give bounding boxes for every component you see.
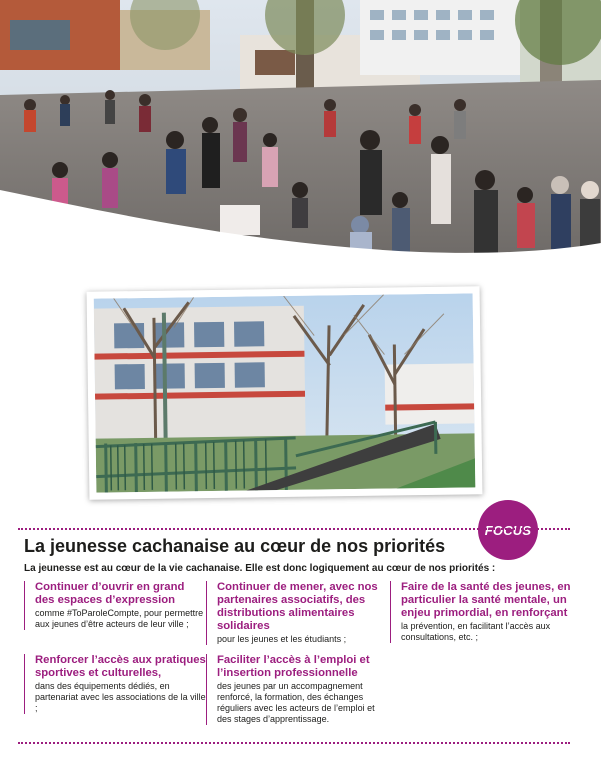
priority-body: comme #ToParoleCompte, pour permettre aux jeunes d’être acteurs de leur ville ; bbox=[35, 608, 204, 629]
dotted-divider-top bbox=[18, 528, 570, 530]
section-intro: La jeunesse est au cœur de la vie cachanaise. Elle est donc logiquement au cœur de nos priorités : bbox=[24, 563, 496, 574]
priority-item bbox=[390, 581, 580, 643]
dotted-divider-bottom bbox=[18, 742, 570, 744]
priority-heading: Continuer de mener, avec nos partenaires associatifs, des distributions alimentaires solidaires bbox=[217, 581, 378, 632]
schoolyard-photo bbox=[0, 0, 601, 262]
priority-item bbox=[24, 581, 206, 630]
priority-heading: Faire de la santé des jeunes, en particulier la santé mentale, un enjeu primordial, en renforçant bbox=[401, 581, 571, 619]
priority-body: la prévention, en facilitant l’accès aux consultations, etc. ; bbox=[401, 621, 551, 642]
priority-body: pour les jeunes et les étudiants ; bbox=[217, 634, 347, 644]
priority-item bbox=[24, 654, 206, 714]
priority-body: des jeunes par un accompagnement renforcé, la formation, des échanges réguliers avec les acteurs de l’emploi et des stages d’apprentissage. bbox=[217, 681, 375, 724]
priority-item bbox=[206, 654, 386, 725]
schoolyard-garden-photo bbox=[87, 286, 483, 499]
priority-body: dans des équipements dédiés, en partenariat avec les associations de la ville ; bbox=[35, 681, 206, 713]
priority-heading: Faciliter l’accès à l’emploi et l’insertion professionnelle bbox=[217, 654, 370, 679]
priority-heading: Continuer d’ouvrir en grand des espaces d’expression bbox=[35, 581, 185, 606]
section-title: La jeunesse cachanaise au cœur de nos priorités bbox=[24, 536, 446, 556]
priority-item bbox=[206, 581, 386, 645]
priority-heading: Renforcer l’accès aux pratiques sportives et culturelles, bbox=[35, 654, 206, 679]
focus-badge: FOCUS bbox=[478, 500, 538, 560]
